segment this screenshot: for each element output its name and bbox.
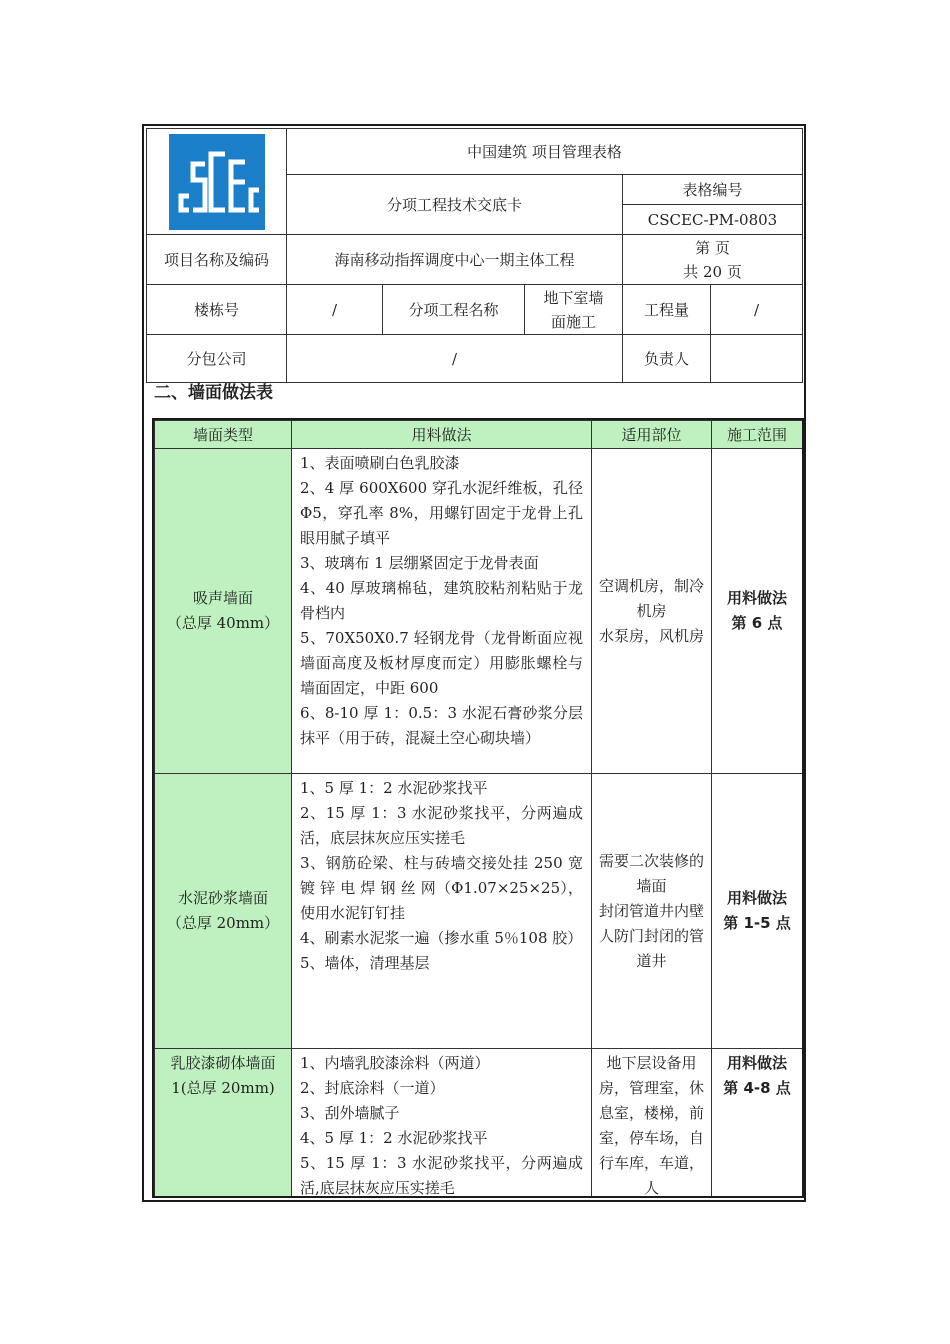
wall-type-name: 水泥砂浆墙面 (177, 889, 268, 907)
logo-cell (147, 129, 287, 235)
wall-type-thickness: （总厚 20mm） (166, 914, 280, 932)
method-cell (292, 449, 592, 774)
form-frame (142, 124, 806, 1202)
range-line: 用料做法 (726, 889, 787, 907)
form-no-label: 表格编号 (623, 175, 803, 205)
section-title: 二、墙面做法表 (154, 383, 273, 403)
method-step: 4、40 厚玻璃棉毡，建筑胶粘剂粘贴于龙骨档内 (300, 579, 583, 622)
location-line: 人防门封闭的管道井 (598, 926, 704, 970)
location-cell (592, 1049, 712, 1199)
col-header-location: 适用部位 (592, 421, 712, 449)
location-line: 需要二次装修的墙面 (598, 851, 704, 895)
range-line: 第 6 点 (731, 614, 783, 632)
item-label: 分项工程名称 (383, 285, 525, 335)
method-step: 3、玻璃布 1 层绷紧固定于龙骨表面 (300, 554, 539, 572)
location-line: 封闭管道井内壁 (598, 901, 704, 920)
range-line: 用料做法 (726, 1054, 787, 1072)
method-step: 4、刷素水泥浆一遍（掺水重 5％108 胶） (300, 929, 583, 947)
item-value-line-1: 地下室墙 (543, 288, 604, 307)
wall-type-name: 吸声墙面 (192, 589, 253, 607)
method-step: 6、8-10 厚 1：0.5：3 水泥石膏砂浆分层抹平（用于砖，混凝土空心砌块墙） (300, 704, 583, 747)
method-step: 5、70X50X0.7 轻钢龙骨（龙骨断面应视墙面高度及板材厚度而定）用膨胀螺栓与墙面固定，中距 600 (300, 629, 583, 697)
range-cell (712, 449, 803, 774)
method-step: 2、4 厚 600X600 穿孔水泥纤维板，孔径 Φ5，穿孔率 8%，用螺钉固定于龙骨上孔眼用腻子填平 (300, 479, 583, 547)
page-label: 第 页 (695, 238, 730, 257)
company-form-title: 中国建筑 项目管理表格 (287, 129, 803, 175)
location-cell (592, 774, 712, 1049)
wall-type-cell (155, 449, 292, 774)
building-label: 楼栋号 (147, 285, 287, 335)
method-step: 1、内墙乳胶漆涂料（两道） (300, 1054, 490, 1072)
method-cell (292, 774, 592, 1049)
method-step: 5、15 厚 1：3 水泥砂浆找平，分两遍成活,底层抹灰应压实搓毛 (300, 1154, 583, 1197)
location-line: 地下层设备用房，管理室，休息室，楼梯，前室，停车场，自行车库，车道，人 (598, 1054, 704, 1197)
wall-type-name: 乳胶漆砌体墙面 (170, 1054, 276, 1072)
page-total: 共 20 页 (683, 262, 742, 281)
method-cell (292, 1049, 592, 1199)
item-value-line-2: 面施工 (550, 312, 596, 331)
building-value: / (287, 285, 383, 335)
wall-type-thickness: （总厚 40mm） (166, 614, 280, 632)
header-table (146, 128, 803, 383)
quantity-value: / (711, 285, 803, 335)
owner-value (711, 335, 803, 383)
project-label: 项目名称及编码 (147, 235, 287, 285)
col-header-type: 墙面类型 (155, 421, 292, 449)
cscec-logo-icon (169, 134, 265, 230)
method-step: 2、15 厚 1：3 水泥砂浆找平，分两遍成活，底层抹灰应压实搓毛 (300, 804, 583, 847)
method-step: 1、表面喷刷白色乳胶漆 (300, 454, 460, 472)
method-step: 3、钢筋砼梁、柱与砖墙交接处挂 250 宽 镀 锌 电 焊 钢 丝 网（Φ1.07×25×25），使用水泥钉钉挂 (300, 854, 583, 922)
method-step: 3、刮外墙腻子 (300, 1104, 400, 1122)
method-step: 4、5 厚 1：2 水泥砂浆找平 (300, 1129, 488, 1147)
item-value (525, 285, 623, 335)
location-line: 空调机房，制冷机房 (598, 576, 704, 620)
range-line: 第 1-5 点 (723, 914, 791, 932)
range-line: 第 4-8 点 (723, 1079, 791, 1097)
col-header-range: 施工范围 (712, 421, 803, 449)
wall-type-thickness: 1(总厚 20mm) (171, 1079, 275, 1097)
owner-label: 负责人 (623, 335, 711, 383)
range-cell (712, 1049, 803, 1199)
range-line: 用料做法 (726, 589, 787, 607)
col-header-method: 用料做法 (292, 421, 592, 449)
form-no: CSCEC-PM-0803 (623, 205, 803, 235)
page-info (623, 235, 803, 285)
method-step: 1、5 厚 1：2 水泥砂浆找平 (300, 779, 488, 797)
sub-value: / (287, 335, 623, 383)
sub-label: 分包公司 (147, 335, 287, 383)
quantity-label: 工程量 (623, 285, 711, 335)
location-cell (592, 449, 712, 774)
table-row (155, 774, 803, 1049)
card-title: 分项工程技术交底卡 (287, 175, 623, 235)
project-name: 海南移动指挥调度中心一期主体工程 (287, 235, 623, 285)
wall-type-cell (155, 1049, 292, 1199)
method-step: 2、封底涂料（一道） (300, 1079, 445, 1097)
wall-type-cell (155, 774, 292, 1049)
wall-table-frame (152, 418, 804, 1198)
location-line: 水泵房，风机房 (598, 626, 704, 645)
wall-table (154, 420, 803, 1198)
table-row (155, 449, 803, 774)
method-step: 5、墙体，清理基层 (300, 954, 430, 972)
range-cell (712, 774, 803, 1049)
table-row (155, 1049, 803, 1199)
